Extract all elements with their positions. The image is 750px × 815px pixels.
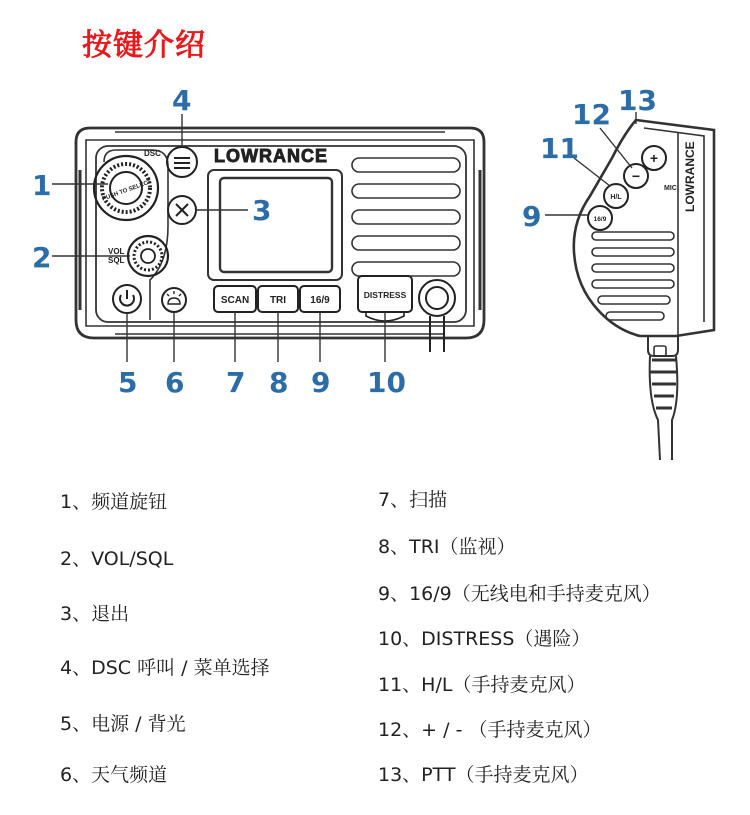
callout-9: 9 <box>311 366 331 399</box>
mic-brand-logo: LOWRANCE <box>683 141 697 212</box>
callout-3: 3 <box>252 194 272 227</box>
callout-9-mic: 9 <box>522 200 542 233</box>
callout-11: 11 <box>540 132 579 165</box>
plus-label: + <box>649 150 659 166</box>
legend-item-2: 2、VOL/SQL <box>60 548 174 570</box>
legend-item-8: 8、TRI（监视） <box>378 536 516 558</box>
page-title: 按键介绍 <box>82 28 206 63</box>
mic-grille <box>592 232 674 320</box>
legend-item-3: 3、退出 <box>60 603 130 625</box>
callout-1: 1 <box>32 169 52 202</box>
hl-label: H/L <box>610 194 622 201</box>
legend-item-5: 5、电源 / 背光 <box>60 713 186 735</box>
tri-label: TRI <box>269 295 287 306</box>
legend-item-4: 4、DSC 呼叫 / 菜单选择 <box>60 657 270 679</box>
sql-label: SQL <box>108 256 125 265</box>
legend-item-10: 10、DISTRESS（遇险） <box>378 628 591 650</box>
scan-label: SCAN <box>220 295 250 306</box>
vol-label: VOL <box>108 247 125 256</box>
callout-7: 7 <box>226 366 246 399</box>
legend-item-1: 1、频道旋钮 <box>60 491 168 513</box>
legend-item-12: 12、+ / - （手持麦克风） <box>378 719 602 741</box>
callout-8: 8 <box>269 366 289 399</box>
knob-label: PUSH TO SELECT <box>101 179 153 203</box>
minus-label: − <box>631 168 641 184</box>
callout-5: 5 <box>118 366 138 399</box>
brand-logo: LOWRANCE <box>214 146 328 166</box>
exit-button[interactable] <box>168 196 196 224</box>
legend-item-9: 9、16/9（无线电和手持麦克风） <box>378 583 661 605</box>
callout-4: 4 <box>172 84 192 117</box>
legend-item-7: 7、扫描 <box>378 489 448 511</box>
callout-2: 2 <box>32 241 52 274</box>
callout-12: 12 <box>572 98 611 131</box>
dsc-button[interactable] <box>167 147 197 177</box>
distress-label: DISTRESS <box>363 290 407 300</box>
mic-connector <box>419 280 455 352</box>
mic-label: MIC <box>664 185 677 192</box>
vol-sql-knob[interactable] <box>128 236 168 276</box>
weather-button[interactable] <box>162 288 186 312</box>
ch-16-9-label: 16/9 <box>310 295 330 306</box>
legend-item-13: 13、PTT（手持麦克风） <box>378 764 589 786</box>
power-button[interactable] <box>113 285 141 313</box>
callout-13: 13 <box>618 84 657 117</box>
legend-item-6: 6、天气频道 <box>60 764 168 786</box>
callout-10: 10 <box>367 366 406 399</box>
dsc-label: DSC <box>144 149 161 158</box>
legend-item-11: 11、H/L（手持麦克风） <box>378 674 586 696</box>
mic-ch-16-9-label: 16/9 <box>593 216 607 223</box>
speaker-grille <box>352 158 460 276</box>
callout-6: 6 <box>165 366 185 399</box>
